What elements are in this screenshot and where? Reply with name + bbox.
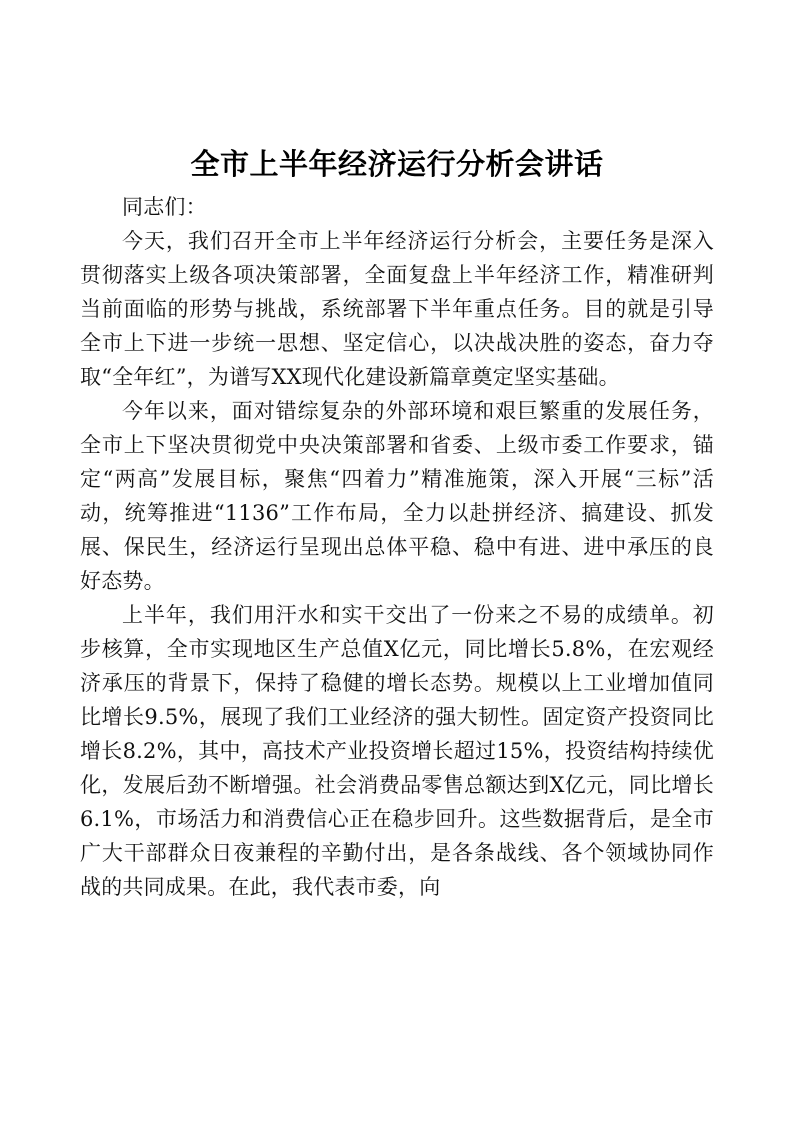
paragraph-opening: 今天，我们召开全市上半年经济运行分析会，主要任务是深入贯彻落实上级各项决策部署，全面复盘上半年经济工作，精准研判当前面临的形势与挑战，系统部署下半年重点任务。目的就是引导全市上下进一步统一思想、坚定信心，以决战决胜的姿态，奋力夺取“全年红”，为谱写XX现代化建设新篇章奠定坚实基础。 <box>80 229 714 389</box>
salutation: 同志们： <box>122 195 207 219</box>
paragraph-achievements: 上半年，我们用汗水和实干交出了一份来之不易的成绩单。初步核算，全市实现地区生产总值X亿元，同比增长5.8%，在宏观经济承压的背景下，保持了稳健的增长态势。规模以上工业增加值同比增长9.5%，展现了我们工业经济的强大韧性。固定资产投资同比增长8.2%，其中，高技术产业投资增长超过15%，投资结构持续优化，发展后劲不断增强。社会消费品零售总额达到X亿元，同比增长6.1%，市场活力和消费信心正在稳步回升。这些数据背后，是全市广大干部群众日夜兼程的辛勤付出，是各条战线、各个领域协同作战的共同成果。在此，我代表市委，向 <box>80 603 714 899</box>
document-title: 全市上半年经济运行分析会讲话 <box>190 147 604 181</box>
paragraph-situation: 今年以来，面对错综复杂的外部环境和艰巨繁重的发展任务，全市上下坚决贯彻党中央决策部署和省委、上级市委工作要求，锚定“两高”发展目标，聚焦“四着力”精准施策，深入开展“三标”活动，统筹推进“1136”工作布局，全力以赴拼经济、搞建设、抓发展、保民生，经济运行呈现出总体平稳、稳中有进、进中承压的良好态势。 <box>80 399 714 593</box>
document-body <box>80 138 714 904</box>
